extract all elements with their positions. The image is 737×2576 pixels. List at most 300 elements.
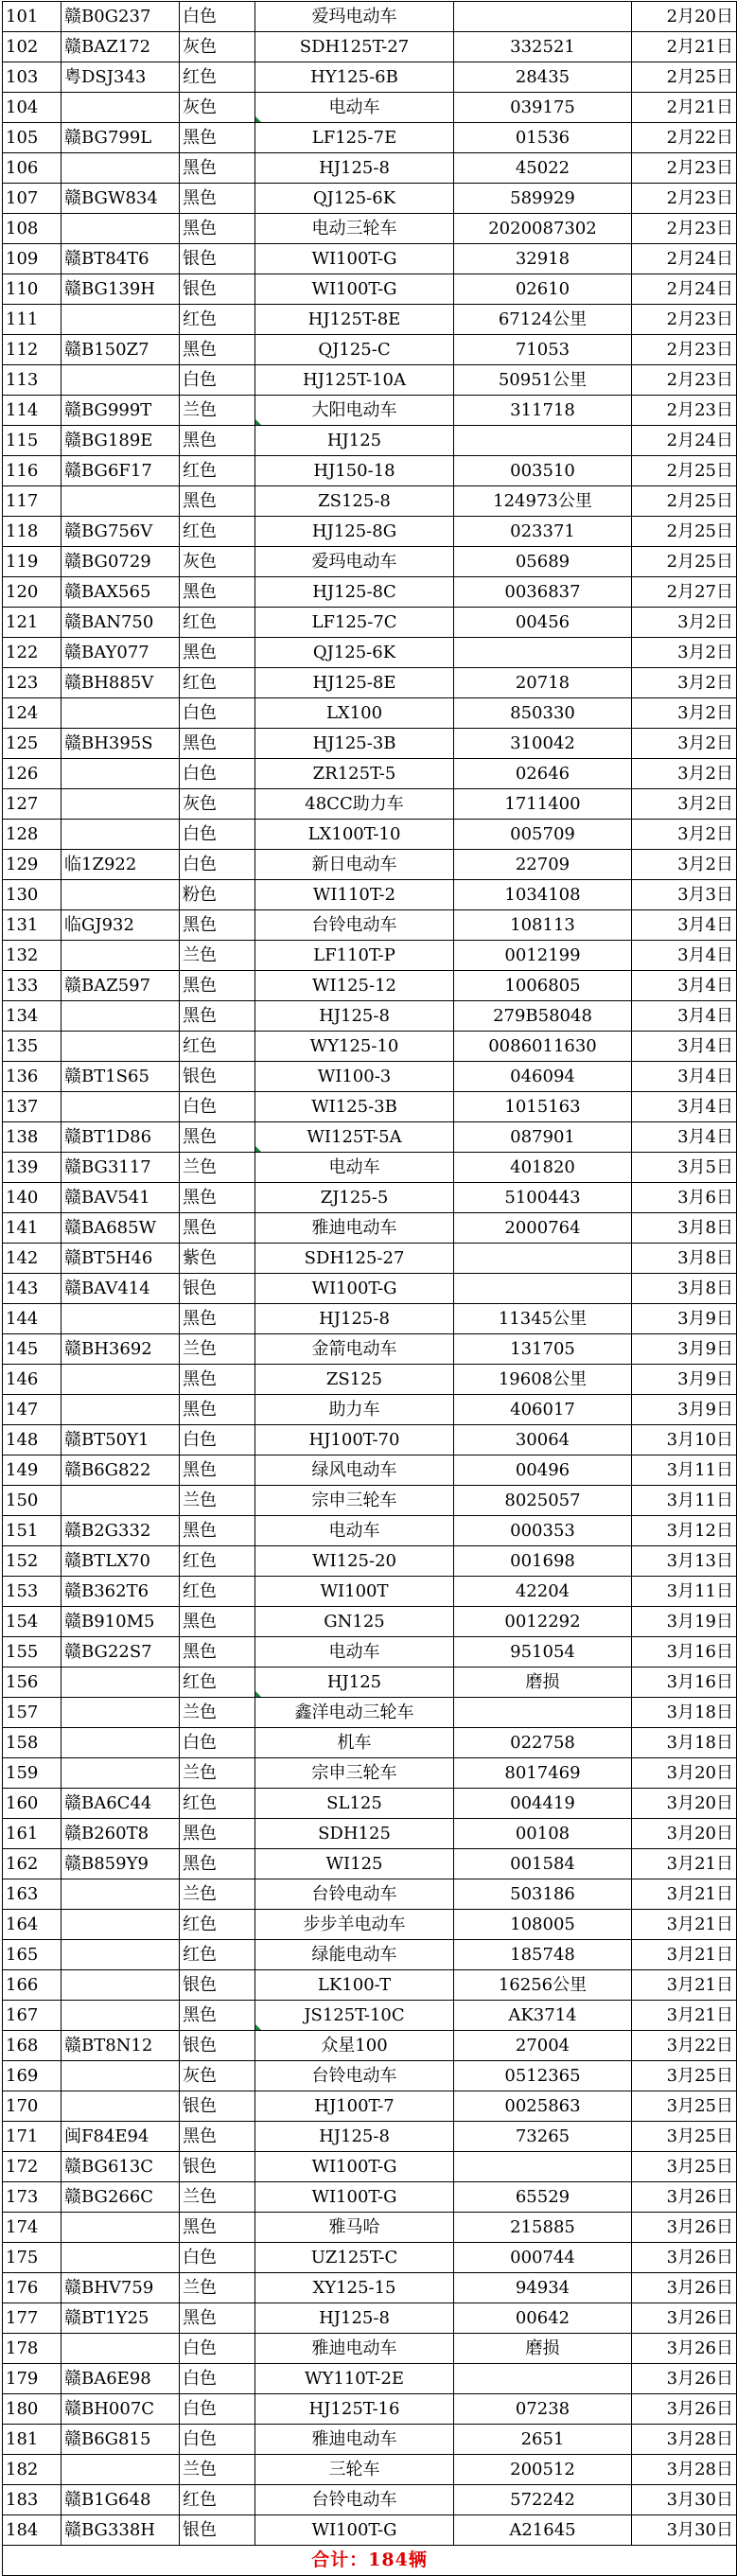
row-number: 122 (3, 638, 61, 668)
plate-number: 赣BAV414 (61, 1274, 180, 1304)
vehicle-model: SDH125 (255, 1819, 454, 1849)
table-row (3, 2394, 737, 2425)
date: 2月21日 (632, 93, 737, 123)
row-number: 148 (3, 1425, 61, 1456)
frame-number: 279B58048 (454, 1001, 632, 1032)
vehicle-color: 银色 (180, 1274, 255, 1304)
table-row (3, 638, 737, 668)
vehicle-color: 紫色 (180, 1244, 255, 1274)
vehicle-model: HJ125-8 (255, 153, 454, 184)
frame-number: 00108 (454, 1819, 632, 1849)
row-number: 124 (3, 698, 61, 729)
plate-number (61, 2455, 180, 2485)
row-number: 162 (3, 1849, 61, 1879)
table-row (3, 2243, 737, 2273)
table-row (3, 184, 737, 214)
date: 3月2日 (632, 789, 737, 820)
plate-number (61, 1940, 180, 1970)
table-row (3, 820, 737, 850)
vehicle-color: 黑色 (180, 2303, 255, 2334)
table-row (3, 426, 737, 456)
plate-number (61, 214, 180, 244)
table-row (3, 577, 737, 608)
row-number: 161 (3, 1819, 61, 1849)
vehicle-model: 绿风电动车 (255, 1456, 454, 1486)
date: 3月4日 (632, 1092, 737, 1122)
table-body (3, 2, 737, 2546)
vehicle-color: 银色 (180, 1062, 255, 1092)
plate-number (61, 2213, 180, 2243)
row-number: 125 (3, 729, 61, 759)
plate-number: 赣BG22S7 (61, 1637, 180, 1667)
date: 3月26日 (632, 2273, 737, 2303)
frame-number: 2020087302 (454, 214, 632, 244)
vehicle-model: WY110T-2E (255, 2364, 454, 2394)
frame-number: 00456 (454, 608, 632, 638)
vehicle-color: 银色 (180, 1970, 255, 2001)
table-row (3, 1879, 737, 1910)
date: 3月28日 (632, 2425, 737, 2455)
vehicle-color: 黑色 (180, 971, 255, 1001)
plate-number (61, 2243, 180, 2273)
plate-number: 赣BAZ597 (61, 971, 180, 1001)
date: 3月21日 (632, 1940, 737, 1970)
plate-number (61, 1667, 180, 1698)
vehicle-model: GN125 (255, 1607, 454, 1637)
date: 2月23日 (632, 396, 737, 426)
plate-number (61, 2091, 180, 2122)
table-row (3, 244, 737, 274)
vehicle-register-table (2, 1, 737, 2576)
vehicle-model: 步步羊电动车 (255, 1910, 454, 1940)
vehicle-color: 白色 (180, 2425, 255, 2455)
date: 3月20日 (632, 1819, 737, 1849)
table-row (3, 941, 737, 971)
row-number: 107 (3, 184, 61, 214)
frame-number: 00496 (454, 1456, 632, 1486)
date: 3月25日 (632, 2061, 737, 2091)
vehicle-model: WI125-20 (255, 1546, 454, 1577)
row-number: 105 (3, 123, 61, 153)
vehicle-color: 红色 (180, 1910, 255, 1940)
date: 3月21日 (632, 1910, 737, 1940)
date: 2月22日 (632, 123, 737, 153)
vehicle-color: 黑色 (180, 1819, 255, 1849)
date: 3月4日 (632, 971, 737, 1001)
table-row (3, 759, 737, 789)
plate-number (61, 880, 180, 910)
table-row (3, 1062, 737, 1092)
plate-number: 赣B362T6 (61, 1577, 180, 1607)
vehicle-model: WI100T (255, 1577, 454, 1607)
date: 3月9日 (632, 1365, 737, 1395)
frame-number (454, 2152, 632, 2182)
table-row (3, 547, 737, 577)
frame-number: 16256公里 (454, 1970, 632, 2001)
frame-number: 022758 (454, 1728, 632, 1758)
date: 2月23日 (632, 365, 737, 396)
row-number: 111 (3, 305, 61, 335)
plate-number: 临1Z922 (61, 850, 180, 880)
table-row (3, 1940, 737, 1970)
row-number: 147 (3, 1395, 61, 1425)
date: 3月11日 (632, 1456, 737, 1486)
vehicle-color: 灰色 (180, 2061, 255, 2091)
table-row (3, 910, 737, 941)
table-row (3, 1758, 737, 1789)
vehicle-color: 黑色 (180, 2122, 255, 2152)
plate-number (61, 305, 180, 335)
date: 3月2日 (632, 850, 737, 880)
table-row (3, 335, 737, 365)
frame-number: 1711400 (454, 789, 632, 820)
vehicle-color: 兰色 (180, 2455, 255, 2485)
vehicle-color: 黑色 (180, 1395, 255, 1425)
vehicle-color: 白色 (180, 2364, 255, 2394)
table-row (3, 1183, 737, 1213)
table-row (3, 274, 737, 305)
frame-number: 1006805 (454, 971, 632, 1001)
vehicle-color: 黑色 (180, 1365, 255, 1395)
vehicle-color: 白色 (180, 2, 255, 32)
frame-number: 003510 (454, 456, 632, 486)
vehicle-color: 银色 (180, 2091, 255, 2122)
frame-number: 005709 (454, 820, 632, 850)
date: 3月30日 (632, 2485, 737, 2515)
vehicle-color: 兰色 (180, 1879, 255, 1910)
frame-number: 108005 (454, 1910, 632, 1940)
vehicle-model: WI100T-G (255, 2182, 454, 2213)
date: 3月26日 (632, 2334, 737, 2364)
vehicle-model: 台铃电动车 (255, 910, 454, 941)
date: 3月8日 (632, 1213, 737, 1244)
vehicle-color: 红色 (180, 517, 255, 547)
date: 3月30日 (632, 2515, 737, 2546)
vehicle-model: WI125 (255, 1849, 454, 1879)
plate-number: 赣BT8N12 (61, 2031, 180, 2061)
plate-number (61, 1001, 180, 1032)
table-row (3, 789, 737, 820)
frame-number: 71053 (454, 335, 632, 365)
vehicle-model: 台铃电动车 (255, 2061, 454, 2091)
vehicle-model: 台铃电动车 (255, 2485, 454, 2515)
table-row (3, 1728, 737, 1758)
total-row (3, 2546, 737, 2576)
plate-number: 赣BT84T6 (61, 244, 180, 274)
vehicle-model: QJ125-6K (255, 184, 454, 214)
frame-number: 332521 (454, 32, 632, 62)
row-number: 119 (3, 547, 61, 577)
date: 3月2日 (632, 729, 737, 759)
table-row (3, 1001, 737, 1032)
vehicle-color: 兰色 (180, 1698, 255, 1728)
plate-number: 赣BHV759 (61, 2273, 180, 2303)
frame-number: 108113 (454, 910, 632, 941)
row-number: 138 (3, 1122, 61, 1153)
plate-number: 赣BG999T (61, 396, 180, 426)
plate-number (61, 1698, 180, 1728)
plate-number: 赣BA6C44 (61, 1789, 180, 1819)
date: 3月9日 (632, 1334, 737, 1365)
row-number: 113 (3, 365, 61, 396)
vehicle-color: 红色 (180, 1789, 255, 1819)
table-row (3, 1153, 737, 1183)
vehicle-model: WI100T-G (255, 2515, 454, 2546)
date: 3月25日 (632, 2152, 737, 2182)
date: 3月2日 (632, 668, 737, 698)
row-number: 164 (3, 1910, 61, 1940)
date: 3月26日 (632, 2243, 737, 2273)
vehicle-model: 台铃电动车 (255, 1879, 454, 1910)
vehicle-color: 白色 (180, 820, 255, 850)
date: 3月21日 (632, 1970, 737, 2001)
table-row (3, 2, 737, 32)
vehicle-model: WI125-3B (255, 1092, 454, 1122)
frame-number: 94934 (454, 2273, 632, 2303)
frame-number: 185748 (454, 1940, 632, 1970)
row-number: 178 (3, 2334, 61, 2364)
plate-number (61, 1728, 180, 1758)
row-number: 157 (3, 1698, 61, 1728)
vehicle-model: HJ125-8 (255, 1001, 454, 1032)
plate-number: 赣BG189E (61, 426, 180, 456)
row-number: 139 (3, 1153, 61, 1183)
vehicle-model: 新日电动车 (255, 850, 454, 880)
vehicle-color: 红色 (180, 305, 255, 335)
vehicle-model: HJ125-8E (255, 668, 454, 698)
vehicle-color: 红色 (180, 668, 255, 698)
date: 3月3日 (632, 880, 737, 910)
table-row (3, 1667, 737, 1698)
date: 3月26日 (632, 2394, 737, 2425)
vehicle-model: 宗申三轮车 (255, 1758, 454, 1789)
frame-number: 1015163 (454, 1092, 632, 1122)
row-number: 160 (3, 1789, 61, 1819)
frame-number: 200512 (454, 2455, 632, 2485)
date: 3月21日 (632, 1879, 737, 1910)
date: 3月21日 (632, 1849, 737, 1879)
frame-number: 02646 (454, 759, 632, 789)
table-row (3, 1970, 737, 2001)
frame-number: 0086011630 (454, 1032, 632, 1062)
vehicle-model: HJ125 (255, 1667, 454, 1698)
row-number: 152 (3, 1546, 61, 1577)
vehicle-color: 白色 (180, 1728, 255, 1758)
row-number: 169 (3, 2061, 61, 2091)
vehicle-color: 黑色 (180, 123, 255, 153)
date: 3月16日 (632, 1667, 737, 1698)
row-number: 167 (3, 2001, 61, 2031)
frame-number: 850330 (454, 698, 632, 729)
frame-number: 73265 (454, 2122, 632, 2152)
frame-number: 30064 (454, 1425, 632, 1456)
vehicle-model: 电动车 (255, 1516, 454, 1546)
date: 3月10日 (632, 1425, 737, 1456)
date: 3月4日 (632, 1122, 737, 1153)
frame-number (454, 638, 632, 668)
frame-number: 000353 (454, 1516, 632, 1546)
plate-number: 赣BG6F17 (61, 456, 180, 486)
row-number: 116 (3, 456, 61, 486)
vehicle-model: ZS125 (255, 1365, 454, 1395)
plate-number (61, 820, 180, 850)
row-number: 184 (3, 2515, 61, 2546)
frame-number: 0036837 (454, 577, 632, 608)
frame-number: 67124公里 (454, 305, 632, 335)
plate-number (61, 1879, 180, 1910)
date: 2月25日 (632, 456, 737, 486)
vehicle-model: LX100T-10 (255, 820, 454, 850)
frame-number: 8017469 (454, 1758, 632, 1789)
vehicle-color: 兰色 (180, 941, 255, 971)
table-row (3, 62, 737, 93)
frame-number: 023371 (454, 517, 632, 547)
plate-number: 赣BGW834 (61, 184, 180, 214)
row-number: 126 (3, 759, 61, 789)
row-number: 180 (3, 2394, 61, 2425)
date: 3月2日 (632, 820, 737, 850)
vehicle-model: 三轮车 (255, 2455, 454, 2485)
plate-number: 赣BH395S (61, 729, 180, 759)
vehicle-color: 兰色 (180, 2273, 255, 2303)
vehicle-model: HJ150-18 (255, 456, 454, 486)
frame-number: 087901 (454, 1122, 632, 1153)
frame-number: 27004 (454, 2031, 632, 2061)
date: 3月9日 (632, 1395, 737, 1425)
row-number: 168 (3, 2031, 61, 2061)
plate-number: 赣B2G332 (61, 1516, 180, 1546)
row-number: 128 (3, 820, 61, 850)
frame-number: 039175 (454, 93, 632, 123)
row-number: 135 (3, 1032, 61, 1062)
table-row (3, 365, 737, 396)
table-row (3, 1577, 737, 1607)
vehicle-model: HJ125-3B (255, 729, 454, 759)
vehicle-model: 金箭电动车 (255, 1334, 454, 1365)
plate-number (61, 1365, 180, 1395)
row-number: 104 (3, 93, 61, 123)
date: 3月4日 (632, 941, 737, 971)
row-number: 172 (3, 2152, 61, 2182)
row-number: 112 (3, 335, 61, 365)
plate-number: 赣BT1S65 (61, 1062, 180, 1092)
vehicle-color: 黑色 (180, 486, 255, 517)
vehicle-color: 黑色 (180, 638, 255, 668)
row-number: 132 (3, 941, 61, 971)
date: 3月25日 (632, 2091, 737, 2122)
frame-number: 07238 (454, 2394, 632, 2425)
row-number: 177 (3, 2303, 61, 2334)
vehicle-model: WI100T-G (255, 2152, 454, 2182)
table-row (3, 305, 737, 335)
table-row (3, 880, 737, 910)
vehicle-color: 黑色 (180, 184, 255, 214)
table-row (3, 214, 737, 244)
vehicle-model: LX100 (255, 698, 454, 729)
table-row (3, 1304, 737, 1334)
row-number: 181 (3, 2425, 61, 2455)
table-row (3, 1425, 737, 1456)
plate-number: 赣B260T8 (61, 1819, 180, 1849)
row-number: 170 (3, 2091, 61, 2122)
row-number: 146 (3, 1365, 61, 1395)
vehicle-model: QJ125-C (255, 335, 454, 365)
table-row (3, 1607, 737, 1637)
vehicle-model: WI100T-G (255, 274, 454, 305)
vehicle-model: XY125-15 (255, 2273, 454, 2303)
vehicle-model: HJ125-8G (255, 517, 454, 547)
vehicle-color: 白色 (180, 365, 255, 396)
vehicle-model: HJ125-8 (255, 1304, 454, 1334)
date: 2月24日 (632, 274, 737, 305)
frame-number: 0512365 (454, 2061, 632, 2091)
date: 3月19日 (632, 1607, 737, 1637)
date: 2月23日 (632, 305, 737, 335)
table-row (3, 2031, 737, 2061)
date: 2月23日 (632, 335, 737, 365)
vehicle-color: 兰色 (180, 1153, 255, 1183)
frame-number: 401820 (454, 1153, 632, 1183)
vehicle-color: 银色 (180, 2031, 255, 2061)
plate-number: 赣BH885V (61, 668, 180, 698)
frame-number: 磨损 (454, 2334, 632, 2364)
table-row (3, 698, 737, 729)
vehicle-model: UZ125T-C (255, 2243, 454, 2273)
vehicle-model: 绿能电动车 (255, 1940, 454, 1970)
vehicle-color: 红色 (180, 1577, 255, 1607)
vehicle-model: WI125-12 (255, 971, 454, 1001)
date: 3月2日 (632, 638, 737, 668)
vehicle-model: HJ125-8 (255, 2122, 454, 2152)
vehicle-model: JS125T-10C (255, 2001, 454, 2031)
table-row (3, 1365, 737, 1395)
vehicle-color: 黑色 (180, 426, 255, 456)
frame-number: 00642 (454, 2303, 632, 2334)
plate-number (61, 2334, 180, 2364)
table-row (3, 608, 737, 638)
date: 3月4日 (632, 910, 737, 941)
vehicle-model: 机车 (255, 1728, 454, 1758)
row-number: 102 (3, 32, 61, 62)
vehicle-color: 灰色 (180, 93, 255, 123)
date: 3月18日 (632, 1698, 737, 1728)
row-number: 174 (3, 2213, 61, 2243)
vehicle-color: 黑色 (180, 2213, 255, 2243)
frame-number: 310042 (454, 729, 632, 759)
vehicle-color: 银色 (180, 2515, 255, 2546)
plate-number (61, 1395, 180, 1425)
date: 2月24日 (632, 244, 737, 274)
vehicle-color: 灰色 (180, 32, 255, 62)
vehicle-color: 黑色 (180, 1001, 255, 1032)
plate-number: 赣BA6E98 (61, 2364, 180, 2394)
table-row (3, 2485, 737, 2515)
plate-number (61, 1092, 180, 1122)
row-number: 155 (3, 1637, 61, 1667)
plate-number (61, 486, 180, 517)
plate-number: 赣BG799L (61, 123, 180, 153)
row-number: 183 (3, 2485, 61, 2515)
vehicle-color: 白色 (180, 698, 255, 729)
row-number: 110 (3, 274, 61, 305)
plate-number: 赣BG756V (61, 517, 180, 547)
vehicle-color: 白色 (180, 2394, 255, 2425)
table-row (3, 2303, 737, 2334)
frame-number: 65529 (454, 2182, 632, 2213)
table-row (3, 153, 737, 184)
vehicle-model: 雅迪电动车 (255, 2425, 454, 2455)
plate-number: 赣BT50Y1 (61, 1425, 180, 1456)
